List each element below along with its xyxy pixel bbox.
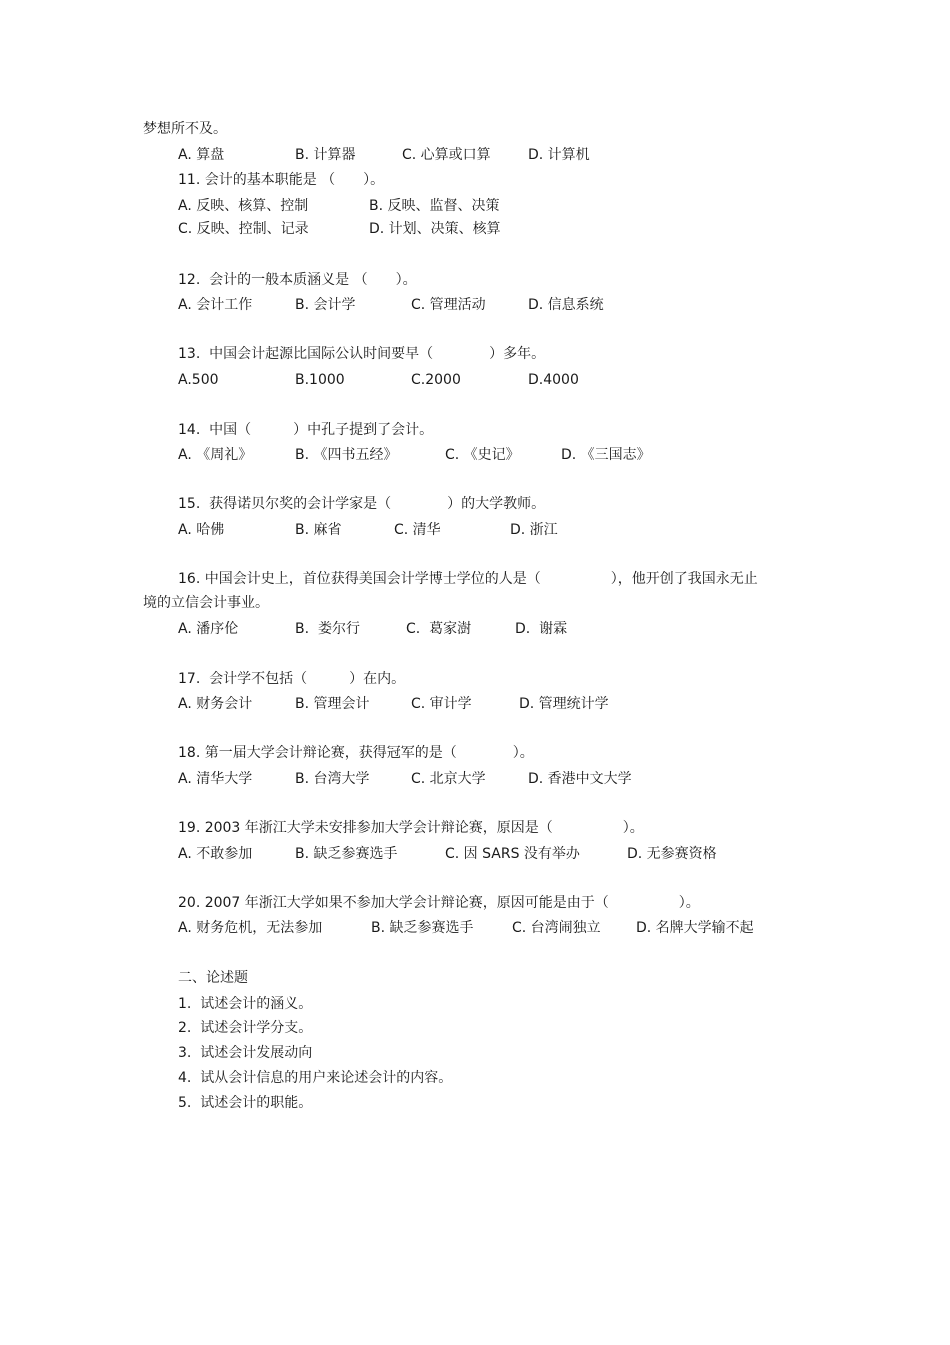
option-c: C.2000 <box>411 372 461 388</box>
option-d: D. 浙江 <box>510 522 558 538</box>
option-b: B.1000 <box>295 372 345 388</box>
option-d: D. 无参赛资格 <box>627 846 717 862</box>
option-d: D. 香港中文大学 <box>528 771 632 787</box>
essay-item: 1. 试述会计的涵义。 <box>178 996 313 1012</box>
question-stem: 12. 会计的一般本质涵义是 （ ）。 <box>178 272 417 288</box>
option-b: B. 麻省 <box>295 522 342 538</box>
option-d: D. 管理统计学 <box>519 696 609 712</box>
option-a: A. 财务会计 <box>178 696 253 712</box>
option-c: C. 审计学 <box>411 696 472 712</box>
option-c: C. 因 SARS 没有举办 <box>445 846 580 862</box>
option-c: C. 北京大学 <box>411 771 486 787</box>
option-a: A. 《周礼》 <box>178 447 253 463</box>
essay-item: 3. 试述会计发展动向 <box>178 1045 313 1061</box>
essay-item: 2. 试述会计学分支。 <box>178 1020 313 1036</box>
option-b: B. 计算器 <box>295 147 356 163</box>
question-stem-line-2: 境的立信会计事业。 <box>143 595 269 611</box>
option-a: A.500 <box>178 372 219 388</box>
option-d: D. 计划、决策、核算 <box>369 221 501 237</box>
question-stem: 18. 第一届大学会计辩论赛，获得冠军的是（ ）。 <box>178 745 534 761</box>
option-d: D.4000 <box>528 372 579 388</box>
option-a: A. 不敢参加 <box>178 846 253 862</box>
question-stem: 19. 2003 年浙江大学未安排参加大学会计辩论赛，原因是（ ）。 <box>178 820 644 836</box>
option-c: C. 心算或口算 <box>402 147 491 163</box>
question-stem: 17. 会计学不包括（ ）在内。 <box>178 671 406 687</box>
option-b: B. 会计学 <box>295 297 356 313</box>
question-stem: 13. 中国会计起源比国际公认时间要早（ ）多年。 <box>178 346 546 362</box>
option-c: C. 管理活动 <box>411 297 486 313</box>
option-d: D. 信息系统 <box>528 297 604 313</box>
essay-item: 4. 试从会计信息的用户来论述会计的内容。 <box>178 1070 453 1086</box>
option-c: C. 葛家澍 <box>406 621 472 637</box>
option-a: A. 潘序伦 <box>178 621 239 637</box>
intro-tail-text: 梦想所不及。 <box>143 121 227 137</box>
option-d: D. 名牌大学输不起 <box>636 920 754 936</box>
option-b: B. 《四书五经》 <box>295 447 398 463</box>
option-c: C. 反映、控制、记录 <box>178 221 309 237</box>
option-b: B. 台湾大学 <box>295 771 370 787</box>
option-c: C. 台湾闹独立 <box>512 920 601 936</box>
option-c: C. 清华 <box>394 522 441 538</box>
option-a: A. 财务危机，无法参加 <box>178 920 323 936</box>
option-a: A. 反映、核算、控制 <box>178 198 309 214</box>
option-c: C. 《史记》 <box>445 447 520 463</box>
option-b: B. 娄尔行 <box>295 621 360 637</box>
question-stem: 14. 中国（ ）中孔子提到了会计。 <box>178 422 434 438</box>
option-d: D. 计算机 <box>528 147 590 163</box>
section-heading: 二、论述题 <box>178 970 248 986</box>
option-a: A. 算盘 <box>178 147 225 163</box>
option-b: B. 管理会计 <box>295 696 370 712</box>
option-a: A. 哈佛 <box>178 522 225 538</box>
question-stem: 11. 会计的基本职能是 （ ）。 <box>178 172 385 188</box>
question-stem-line-1: 16. 中国会计史上，首位获得美国会计学博士学位的人是（ ），他开创了我国永无止 <box>178 571 758 587</box>
question-stem: 15. 获得诺贝尔奖的会计学家是（ ）的大学教师。 <box>178 496 546 512</box>
option-b: B. 缺乏参赛选手 <box>371 920 474 936</box>
option-b: B. 反映、监督、决策 <box>369 198 500 214</box>
question-stem: 20. 2007 年浙江大学如果不参加大学会计辩论赛，原因可能是由于（ ）。 <box>178 895 700 911</box>
option-d: D. 《三国志》 <box>561 447 651 463</box>
essay-item: 5. 试述会计的职能。 <box>178 1095 313 1111</box>
option-d: D. 谢霖 <box>515 621 568 637</box>
option-a: A. 会计工作 <box>178 297 253 313</box>
option-a: A. 清华大学 <box>178 771 253 787</box>
option-b: B. 缺乏参赛选手 <box>295 846 398 862</box>
